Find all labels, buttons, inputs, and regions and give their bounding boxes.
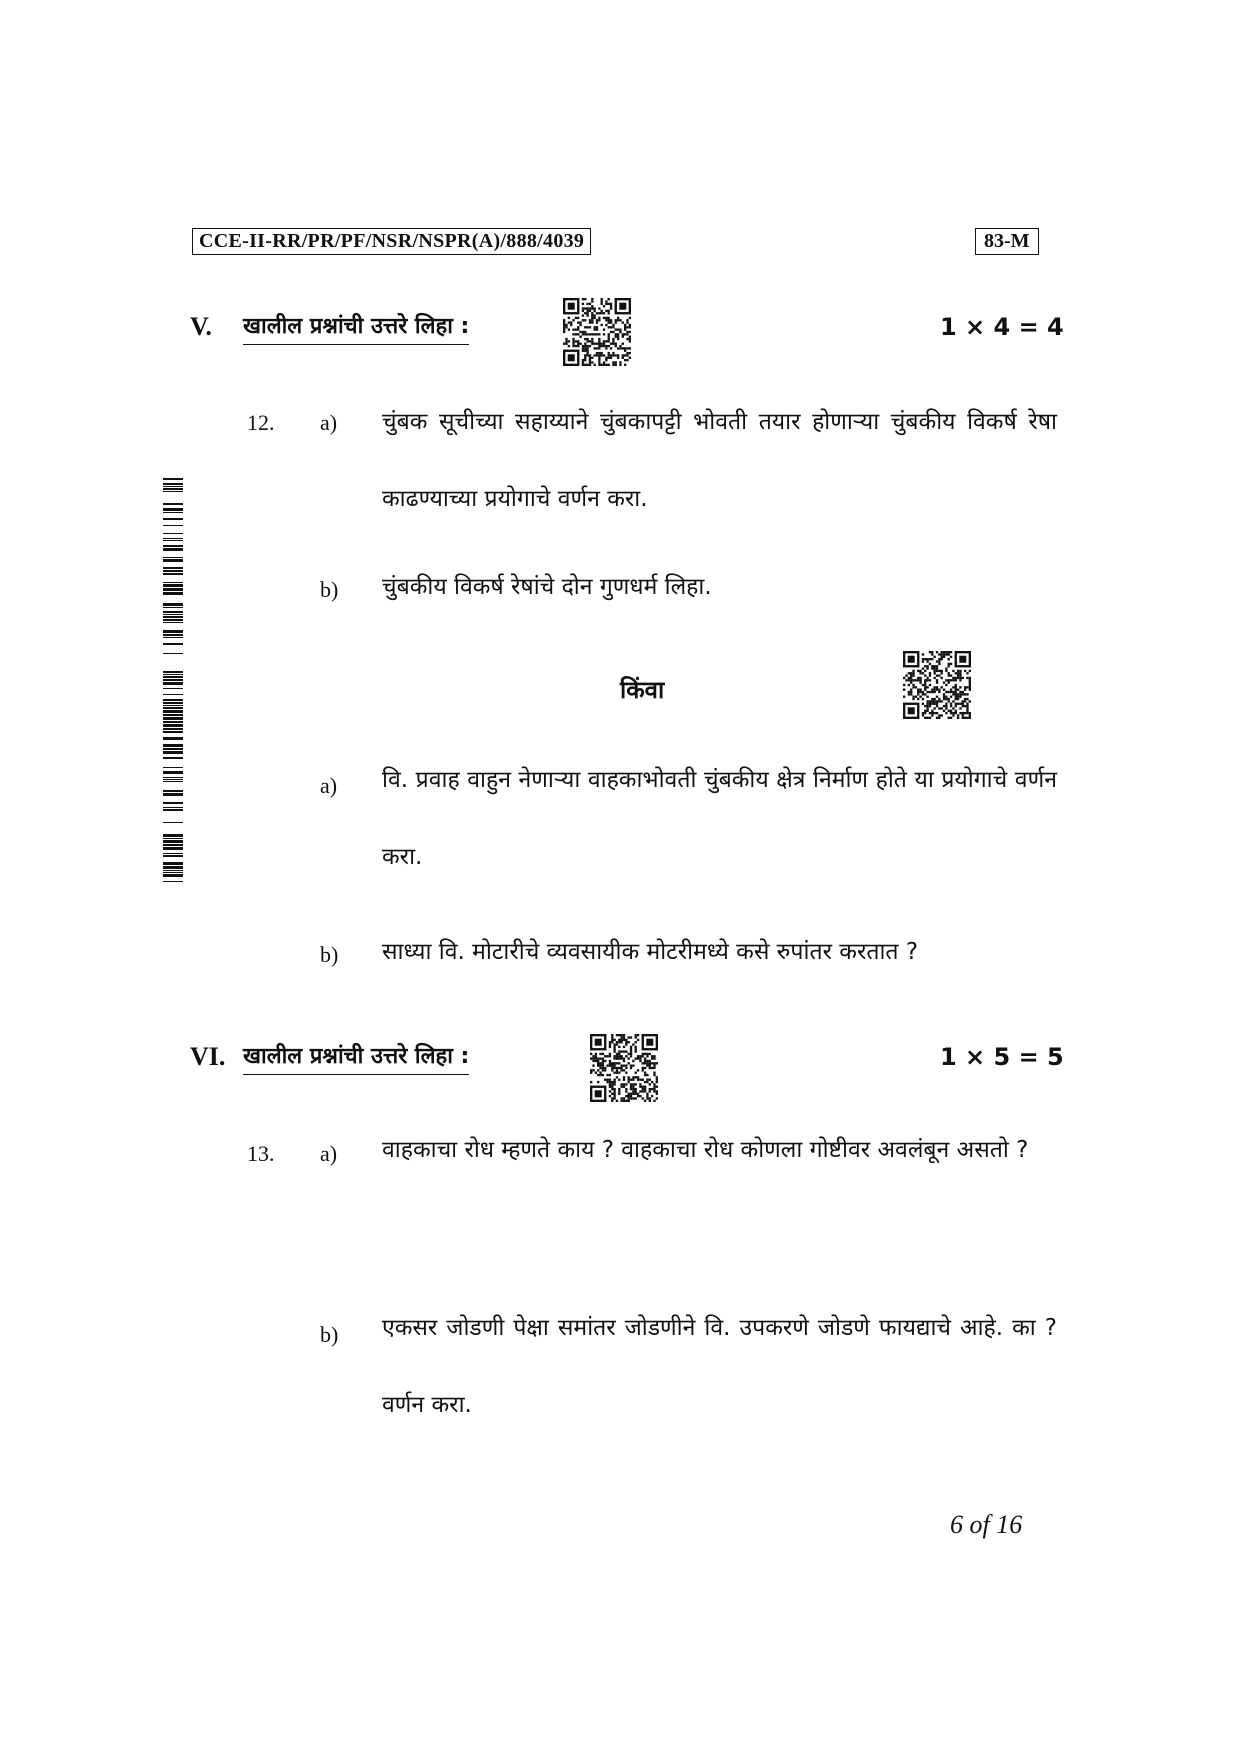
- paper-number: 83-M: [975, 228, 1039, 255]
- question-paper-code: CCE-II-RR/PR/PF/NSR/NSPR(A)/888/4039: [192, 228, 591, 255]
- section-v-number: V.: [190, 312, 212, 341]
- qr-code-section-vi: [590, 1034, 658, 1102]
- barcode: [163, 478, 183, 882]
- question-12-number: 12.: [247, 410, 275, 435]
- q13-a-label: a): [320, 1141, 338, 1166]
- q12-alt-a-label: a): [320, 773, 338, 798]
- q13-a-text: वाहकाचा रोध म्हणते काय ? वाहकाचा रोध कोणला गोष्टीवर अवलंबून असतो ?: [382, 1137, 1029, 1163]
- q12-a-label: a): [320, 410, 338, 435]
- q12-a-text: चुंबक सूचीच्या सहाय्याने चुंबकापट्टी भोवती तयार होणाऱ्या चुंबकीय विकर्ष रेषा काढण्याच्या प्रयोगाचे वर्णन करा.: [382, 409, 1057, 512]
- q13-b-text: एकसर जोडणी पेक्षा समांतर जोडणीने वि. उपकरणे जोडणे फायद्याचे आहे. का ? वर्णन करा.: [382, 1315, 1057, 1418]
- section-v-marks: 1 × 4 = 4: [940, 313, 1064, 341]
- section-v-title: खालील प्रश्नांची उत्तरे लिहा :: [243, 310, 469, 345]
- section-vi-marks: 1 × 5 = 5: [940, 1043, 1064, 1071]
- q12-b-label: b): [320, 577, 339, 602]
- q12-alt-b-text: साध्या वि. मोटारीचे व्यवसायीक मोटरीमध्ये कसे रुपांतर करतात ?: [382, 939, 919, 965]
- q12-b-text: चुंबकीय विकर्ष रेषांचे दोन गुणधर्म लिहा.: [382, 574, 712, 600]
- q12-alt-a-text: वि. प्रवाह वाहुन नेणाऱ्या वाहकाभोवती चुंबकीय क्षेत्र निर्माण होते या प्रयोगाचे वर्णन करा.: [382, 767, 1057, 870]
- qr-code-section-v: [563, 298, 631, 366]
- page-number: 6 of 16: [950, 1510, 1023, 1539]
- q13-b-label: b): [320, 1322, 339, 1347]
- section-vi-title: खालील प्रश्नांची उत्तरे लिहा :: [243, 1040, 469, 1075]
- or-label: किंवा: [620, 676, 665, 704]
- q12-alt-b-label: b): [320, 942, 339, 967]
- question-13-number: 13.: [247, 1141, 275, 1166]
- section-vi-number: VI.: [190, 1042, 226, 1071]
- qr-code-or: [903, 651, 971, 719]
